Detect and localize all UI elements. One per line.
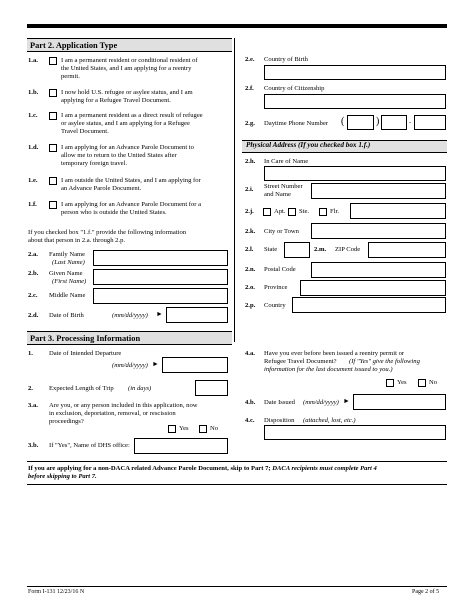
checkbox-1c[interactable] [49,112,57,120]
q2-label: Expected Length of Trip [49,385,114,392]
apt-label: Apt. [274,208,286,215]
field-2d-label: Date of Birth [49,312,84,319]
field-2c-num: 2.c. [28,292,38,299]
disposition-input[interactable] [264,425,446,440]
checkbox-apt[interactable] [263,208,271,216]
field-2e-num: 2.e. [245,56,255,63]
item-1c-text: or asylee status, and I am applying for a Refugee [61,120,190,127]
footer-rule [27,586,447,587]
field-2n-num: 2.n. [245,266,256,273]
q3a-text: Are you, or any person included in this application, now [49,402,198,409]
q3b-label: If "Yes", Name of DHS office: [49,442,130,449]
item-1d-text: allow me to return to the United States after [61,152,177,159]
field-2h-num: 2.h. [245,158,256,165]
field-2n-label: Postal Code [264,266,296,273]
ste-label: Ste. [299,208,310,215]
checkbox-flr[interactable] [319,208,327,216]
item-1a-text: permit. [61,73,80,80]
date-issued-input[interactable] [353,394,446,410]
field-2f-num: 2.f. [245,85,254,92]
item-1d-text: temporary foreign travel. [61,160,128,167]
item-1a-text: I am a permanent resident or conditional resident of [61,57,198,64]
arrow-icon: ► [156,310,163,318]
country-of-birth-input[interactable] [264,65,446,80]
q4a-note: information for the last document issued to you.) [264,366,393,373]
checkbox-1d[interactable] [49,144,57,152]
notice-part2: DACA recipients must complete Part 4 [272,465,377,472]
item-1f-text: I am applying for an Advance Parole Document for a [61,201,202,208]
postal-code-input[interactable] [311,262,446,278]
field-2a-label: Family Name [49,251,86,258]
q4a-yes-label: Yes [397,379,407,386]
q1-format: (mm/dd/yyyy) [112,362,148,369]
item-1e-num: 1.e. [28,177,38,184]
field-2k-num: 2.k. [245,228,256,235]
item-1d-text: I am applying for an Advance Parole Document to [61,144,194,151]
field-2g-num: 2.g. [245,120,255,127]
field-2j-num: 2.j. [245,208,254,215]
flr-label: Flr. [330,208,339,215]
physical-address-title: Physical Address (If you checked box 1.f.) [246,141,371,149]
field-2k-label: City or Town [264,228,299,235]
given-name-input[interactable] [93,269,228,285]
instruction-text: about that person in 2.a. through 2.p. [28,237,126,244]
q1-label: Date of Intended Departure [49,350,122,357]
q3a-yes-label: Yes [179,425,189,432]
phone-line-input[interactable] [414,115,446,130]
phone-open-paren: ( [341,116,345,127]
phone-area-code-input[interactable] [347,115,374,130]
street-name-input[interactable] [311,183,446,199]
notice-part1: If you are applying for a non-DACA related Advance Parole Document, skip to Part 7; [28,465,273,472]
family-name-input[interactable] [93,250,228,266]
phone-prefix-input[interactable] [381,115,407,130]
field-2l-label: State [264,246,278,253]
part2-header: Part 2. Application Type [27,38,232,52]
item-1c-text: I am a permanent resident as a direct result of refugee [61,112,203,119]
notice-text [28,465,446,481]
field-2m-num: 2.m. [314,246,327,253]
middle-name-input[interactable] [93,288,228,304]
field-2p-num: 2.p. [245,302,256,309]
arrow-icon: ► [343,397,350,405]
field-2o-label: Province [264,284,288,291]
item-1e-text: an Advance Parole Document. [61,185,142,192]
q4b-format: (mm/dd/yyyy) [303,399,339,406]
footer-page-number: Page 2 of 5 [412,589,440,595]
field-2b-num: 2.b. [28,270,39,277]
arrow-icon: ► [152,360,159,368]
phone-close-paren: ) [376,116,380,127]
in-care-of-name-input[interactable] [264,166,446,181]
item-1d-num: 1.d. [28,144,39,151]
q4b-num: 4.b. [245,399,256,406]
q4a-text: Have you ever before been issued a reentry permit or [264,350,405,357]
country-input[interactable] [292,297,446,313]
notice-bottom-rule [27,484,447,485]
item-1c-num: 1.c. [28,112,38,119]
field-2g-label: Daytime Phone Number [264,120,329,127]
field-2l-num: 2.l. [245,246,254,253]
q3a-yes-checkbox[interactable] [168,425,176,433]
phone-dash: - [409,119,412,126]
field-2i-num: 2.i. [245,186,254,193]
top-rule [27,24,447,28]
item-1f-num: 1.f. [28,201,37,208]
state-select[interactable] [284,242,310,258]
checkbox-ste[interactable] [288,208,296,216]
q1-num: 1. [28,350,33,357]
notice-top-rule [27,461,447,462]
instruction-text: If you checked box "1.f." provide the following information [28,229,187,236]
field-2m-label: ZIP Code [335,246,361,253]
notice-part3: before skipping to Part 7. [28,473,97,480]
q3a-no-checkbox[interactable] [199,425,207,433]
field-2d-num: 2.d. [28,312,39,319]
q4c-label: Disposition [264,417,295,424]
checkbox-1f[interactable] [49,201,57,209]
q3a-no-label: No [210,425,219,432]
q4a-yes-checkbox[interactable] [386,379,394,387]
q4a-num: 4.a. [245,350,255,357]
field-2f-label: Country of Citizenship [264,85,325,92]
q3a-num: 3.a. [28,402,38,409]
field-2p-label: Country [264,302,286,309]
q3b-num: 3.b. [28,442,39,449]
q2-num: 2. [28,385,33,392]
item-1b-text: I now hold U.S. refugee or asylee status, and I am [61,89,193,96]
field-2b-label: Given Name [49,270,83,277]
q4c-sublabel: (attached, lost, etc.) [303,417,356,424]
q3a-text: proceedings? [49,418,84,425]
field-2o-num: 2.o. [245,284,255,291]
q3a-text: in exclusion, deportation, removal, or rescission [49,410,176,417]
field-2h-label: In Care of Name [264,158,309,165]
country-of-citizenship-input[interactable] [264,94,446,109]
q4a-no-checkbox[interactable] [418,379,426,387]
q4b-label: Date Issued [264,399,295,406]
field-2b-sublabel: (First Name) [52,278,87,285]
field-2i-label: and Name [264,191,291,198]
q4a-note: (If "Yes" give the following [349,358,420,365]
item-1a-num: 1.a. [28,57,38,64]
item-1b-text: applying for a Refugee Travel Document. [61,97,171,104]
item-1a-text: the United States, and I am applying for a reentry [61,65,192,72]
q4a-no-label: No [429,379,438,386]
footer-form-id: Form I-131 12/23/16 N [28,589,85,595]
checkbox-1a[interactable] [49,57,57,65]
city-or-town-input[interactable] [311,223,446,239]
date-of-birth-input[interactable] [166,307,228,323]
field-2c-label: Middle Name [49,292,86,299]
item-1b-num: 1.b. [28,89,39,96]
q4c-num: 4.c. [245,417,255,424]
field-2a-sublabel: (Last Name) [52,259,85,266]
q4a-text: Refugee Travel Document? [264,358,337,365]
item-1c-text: Travel Document. [61,128,109,135]
field-2i-label: Street Number [264,183,303,190]
field-2e-label: Country of Birth [264,56,308,63]
trip-length-input[interactable] [195,380,228,396]
part3-header: Part 3. Processing Information [27,331,232,345]
q2-sublabel: (in days) [128,385,152,392]
field-2d-format: (mm/dd/yyyy) [112,312,148,319]
unit-number-input[interactable] [350,203,446,219]
departure-date-input[interactable] [162,357,228,373]
item-1e-text: I am outside the United States, and I am applying for [61,177,201,184]
checkbox-1e[interactable] [49,177,57,185]
column-divider [234,38,235,342]
field-2a-num: 2.a. [28,251,38,258]
item-1f-text: person who is outside the United States. [61,209,167,216]
checkbox-1b[interactable] [49,89,57,97]
dhs-office-input[interactable] [134,438,228,454]
zip-code-input[interactable] [368,242,446,258]
province-input[interactable] [300,280,446,296]
